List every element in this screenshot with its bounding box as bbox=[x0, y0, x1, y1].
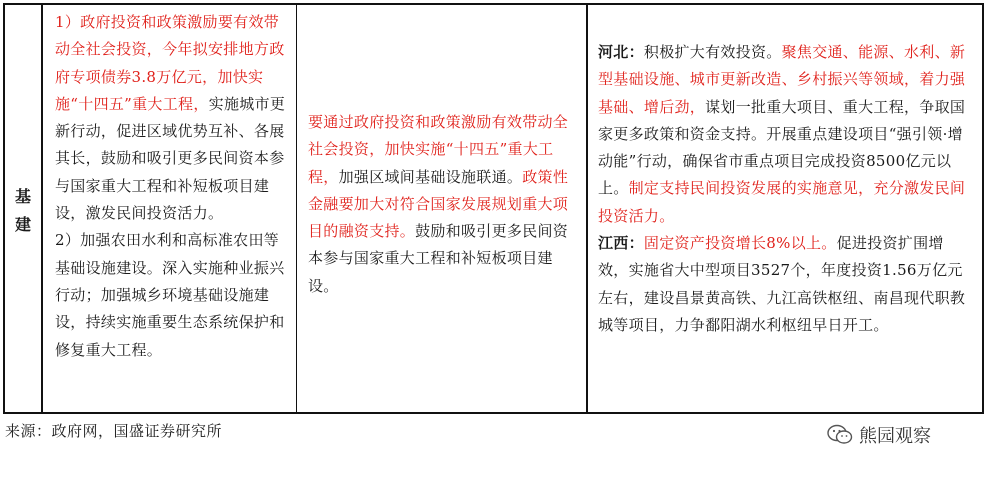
national-paragraph bbox=[55, 227, 288, 363]
province-segment: 制定支持民间投资发展的实施意见，充分激发民间投资活力。 bbox=[598, 179, 966, 225]
policy-segment: 要通过政府投资和政策激励有效带动全社会投资，加快实施“十四五”重大工程， bbox=[308, 113, 569, 186]
provinces-column bbox=[588, 5, 982, 412]
province-segment: 促进投资扩围增效，实施省大中型项目3527个，年度投资1.56万亿元左右，建设昌景黄高铁、九江高铁枢纽、南昌现代职教城等项目，力争鄱阳湖水利枢纽早日开工。 bbox=[598, 234, 966, 334]
province-paragraph bbox=[598, 230, 974, 339]
national-segment: 实施城市更新行动，促进区域优势互补、各展其长，鼓励和吸引更多民间资本参与国家重大工程和补短板项目建设，激发民间投资活力。 bbox=[55, 94, 286, 223]
province-segment: 谋划一批重大项目、重大工程，争取国家更多政策和资金支持。开展重点建设项目“强引领·增动能”行动，确保省市重点项目完成投资8500亿元以上。 bbox=[598, 97, 966, 198]
category-label: 基 建 bbox=[14, 187, 31, 234]
national-paragraph bbox=[55, 9, 288, 227]
national-segment: 1）政府投资和政策激励要有效带动全社会投资，今年拟安排地方政府专项债券3.8万亿元，加快实施“十四五”重大工程， bbox=[55, 13, 285, 113]
province-segment: 固定资产投资增长8%以上。 bbox=[643, 234, 837, 253]
province-segment: 江西： bbox=[598, 234, 644, 253]
brand-name: 熊园观察 bbox=[859, 426, 931, 447]
province-segment: 聚焦交通、能源、水利、新型基础设施、城市更新改造、乡村振兴等领域，着力强基础、增后劲， bbox=[598, 43, 966, 116]
brand-watermark bbox=[827, 422, 931, 448]
policy-segment: 加强区域间基础设施联通。 bbox=[338, 167, 523, 186]
policy-table bbox=[3, 3, 984, 414]
province-segment: 积极扩大有效投资。 bbox=[643, 43, 782, 61]
policy-segment: 政策性金融要加大对符合国家发展规划重大项目的融资支持。 bbox=[308, 167, 569, 241]
policy-segment: 鼓励和吸引更多民间资本参与国家重大工程和补短板项目建设。 bbox=[308, 222, 569, 295]
wechat-icon bbox=[827, 424, 853, 446]
source-note: 来源：政府网，国盛证券研究所 bbox=[5, 422, 223, 440]
category-column bbox=[5, 5, 43, 412]
policy-paragraph bbox=[308, 109, 578, 300]
province-segment: 河北： bbox=[598, 43, 644, 61]
policy-column bbox=[297, 5, 588, 412]
national-segment: 2）加强农田水利和高标准农田等基础设施建设。深入实施种业振兴行动；加强城乡环境基础设施建设，持续实施重要生态系统保护和修复重大工程。 bbox=[55, 231, 285, 359]
national-text bbox=[55, 9, 288, 364]
national-column bbox=[43, 5, 297, 412]
policy-text bbox=[308, 109, 578, 300]
provinces-text bbox=[598, 39, 974, 339]
province-paragraph bbox=[598, 39, 974, 230]
